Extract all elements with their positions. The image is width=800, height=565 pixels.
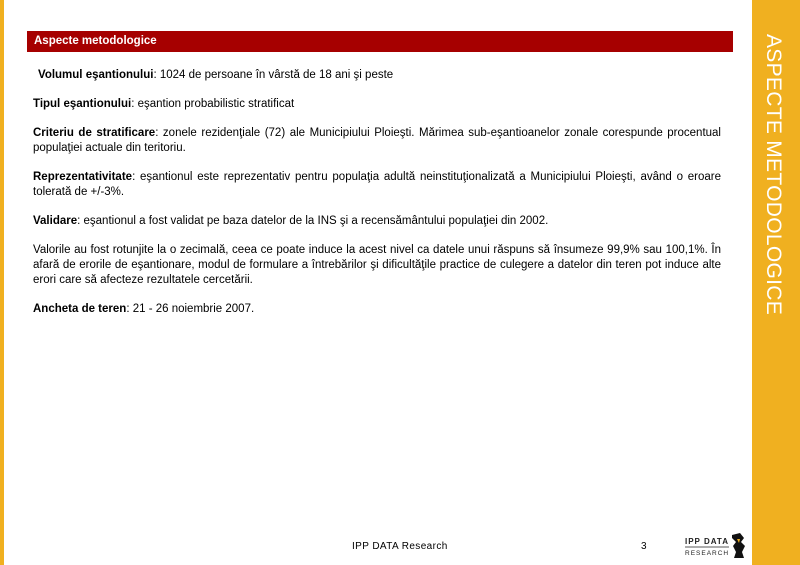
page-number: 3 bbox=[641, 541, 647, 552]
item-representativeness bbox=[33, 170, 721, 200]
item-text: : 21 - 26 noiembrie 2007. bbox=[126, 303, 255, 315]
item-text: : zonele rezidenţiale (72) ale Municipiului Ploieşti. Mărimea sub-eşantioanelor zonale corespunde procentual populaţiei actuale din teritoriu. bbox=[33, 127, 721, 154]
methodology-content bbox=[33, 68, 721, 331]
logo-line1: IPP DATA bbox=[685, 537, 730, 546]
left-accent-bar bbox=[0, 0, 4, 565]
item-text: : eşantion probabilistic stratificat bbox=[131, 98, 295, 110]
rounding-note: Valorile au fost rotunjite la o zecimală, ceea ce poate induce la acest nivel ca datele unui răspuns să însumeze 99,9% sau 100,1%. În afară de erorile de eşantionare, modul de formulare a întrebărilor şi dificultăţile practice de culegere a datelor din teren pot induce alte erori care să afecteze rezultatele cercetării. bbox=[33, 244, 721, 286]
item-label: Volumul eşantionului bbox=[38, 69, 154, 81]
item-fieldwork bbox=[33, 302, 721, 317]
item-sample-type bbox=[33, 97, 721, 112]
item-sample-size bbox=[33, 68, 721, 83]
item-label: Criteriu de stratificare bbox=[33, 127, 156, 139]
item-label: Ancheta de teren bbox=[33, 303, 127, 315]
item-stratification bbox=[33, 126, 721, 156]
company-logo bbox=[684, 530, 748, 560]
item-label: Reprezentativitate bbox=[33, 171, 133, 183]
logo-line2: RESEARCH bbox=[685, 550, 730, 557]
side-title: ASPECTE METODOLOGICE bbox=[762, 34, 785, 315]
side-title-panel bbox=[752, 0, 800, 565]
item-text: : eşantionul a fost validat pe baza datelor de la INS şi a recensământului populaţiei din 2002. bbox=[77, 215, 549, 227]
item-validation bbox=[33, 214, 721, 229]
footer-company: IPP DATA Research bbox=[352, 541, 448, 552]
item-text: : 1024 de persoane în vârstă de 18 ani şi peste bbox=[153, 69, 394, 81]
item-label: Tipul eşantionului bbox=[33, 98, 132, 110]
section-header: Aspecte metodologice bbox=[27, 31, 733, 52]
item-label: Validare bbox=[33, 215, 78, 227]
item-text: : eşantionul este reprezentativ pentru populaţia adultă neinstituţionalizată a Municipiului Ploieşti, având o eroare tolerată de +/-3%. bbox=[33, 171, 721, 198]
